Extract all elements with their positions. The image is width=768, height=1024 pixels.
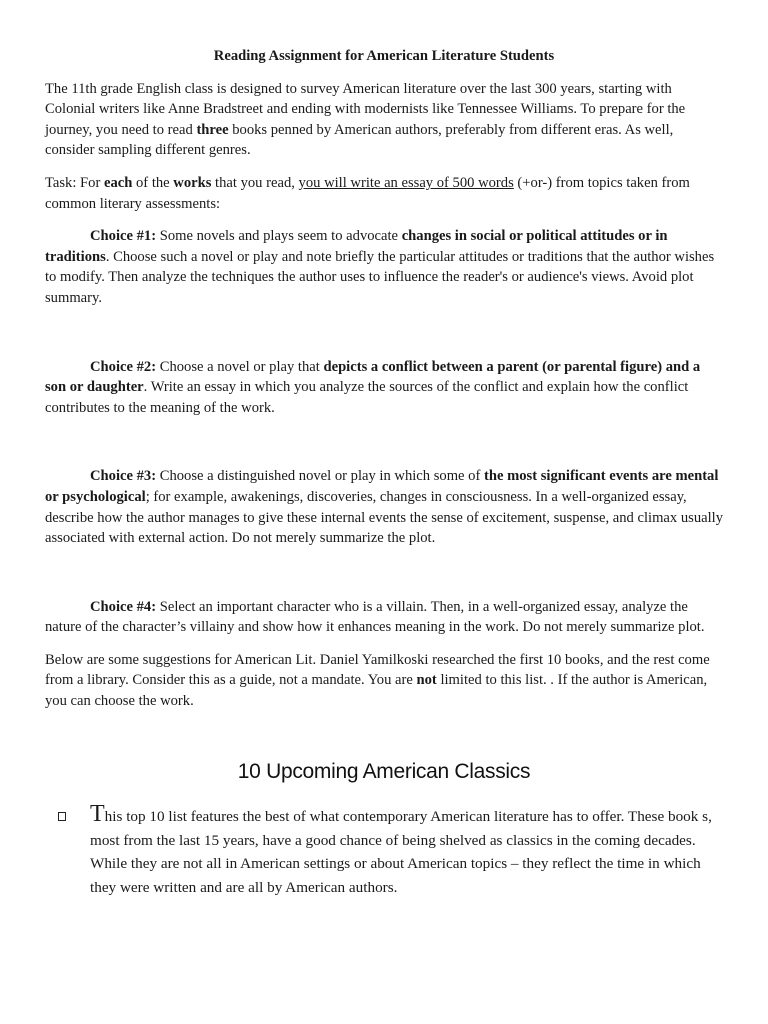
choice-1-post: . Choose such a novel or play and note briefly the particular attitudes or traditions that the author wishes to modify. Then analyze the techniques the author uses to influence the reader's or audience's views. Avoid plot summary. [45,248,715,306]
suggestions-paragraph [45,650,723,712]
task-of-the: of the [132,174,174,191]
choice-1-label: Choice #1: [90,228,157,245]
spacer [45,418,723,466]
intro-bold: three [196,121,229,138]
task-tail: (+or-) from topics taken from common literary assessments: [45,174,690,212]
intro-text-1: The 11th grade English class is designed to survey American literature over the last 300 years, starting with Colonial writers like Anne Bradstreet and ending with modernists like Tennessee Williams. To prepare for the journey, you need to read [45,80,686,138]
choice-2-label: Choice #2: [90,358,157,375]
dropcap-letter: T [90,801,105,828]
task-lead: Task: For [45,174,104,191]
choice-3-bold: the most significant events are mental or psychological [45,468,719,505]
choice-3-post: ; for example, awakenings, discoveries, changes in consciousness. In a well-organized essay, describe how the author manages to give these internal events the sense of excitement, suspense, and climax usually associated with external action. Do not merely summarize the plot. [45,488,723,547]
choice-1-bold: changes in social or political attitudes or in traditions [45,228,668,265]
section-heading: 10 Upcoming American Classics [237,759,531,783]
intro-text-2: books penned by American authors, preferably from different eras. As well, consider sampling different genres. [45,121,674,159]
suggestions-pre: Below are some suggestions for American Lit. Daniel Yamilkoski researched the first 10 books, and the rest come from a library. Consider this as a guide, not a mandate. You are [45,651,710,689]
choice-1-pre: Some novels and plays seem to advocate [156,228,402,245]
list-item-text: his top 10 list features the best of what contemporary American literature has to offer. These book s, most from the last 15 years, have a good chance of being shelved as classics in the coming decades. While they are not all in American settings or about American topics – they reflect the time in which they were written and are all by American authors. [90,808,712,896]
task-underline: you will write an essay of 500 words [298,174,514,191]
choice-3 [45,466,723,548]
document-page [45,46,723,899]
document-title: Reading Assignment for American Literature Students [213,48,555,64]
spacer [45,638,723,650]
choice-4 [45,597,723,638]
task-each: each [103,174,133,191]
choice-2-pre: Choose a novel or play that [156,358,324,375]
spacer [45,309,723,357]
suggestions-bold: not [416,672,437,689]
choice-2-post: . Write an essay in which you analyze the sources of the conflict and explain how the conflict contributes to the meaning of the work. [45,379,689,416]
task-works: works [173,174,212,191]
task-mid: that you read, [211,174,299,191]
choice-2 [45,357,723,419]
choice-2-bold: depicts a conflict between a parent (or parental figure) and a son or daughter [45,358,701,396]
intro-paragraph [45,79,723,161]
choice-1 [45,226,723,308]
choice-3-label: Choice #3: [90,468,157,485]
task-paragraph [45,173,723,214]
suggestions-post: limited to this list. . If the author is American, you can choose the work. [45,672,708,710]
choice-4-label: Choice #4: [90,598,157,615]
list-item [45,801,723,899]
choice-3-pre: Choose a distinguished novel or play in which some of [156,468,484,485]
choice-4-pre: Select an important character who is a villain. Then, in a well-organized essay, analyze the nature of the character’s villainy and show how it enhances meaning in the work. Do not merely summarize plot. [45,598,705,636]
square-bullet-icon [58,812,66,821]
spacer [45,549,723,597]
